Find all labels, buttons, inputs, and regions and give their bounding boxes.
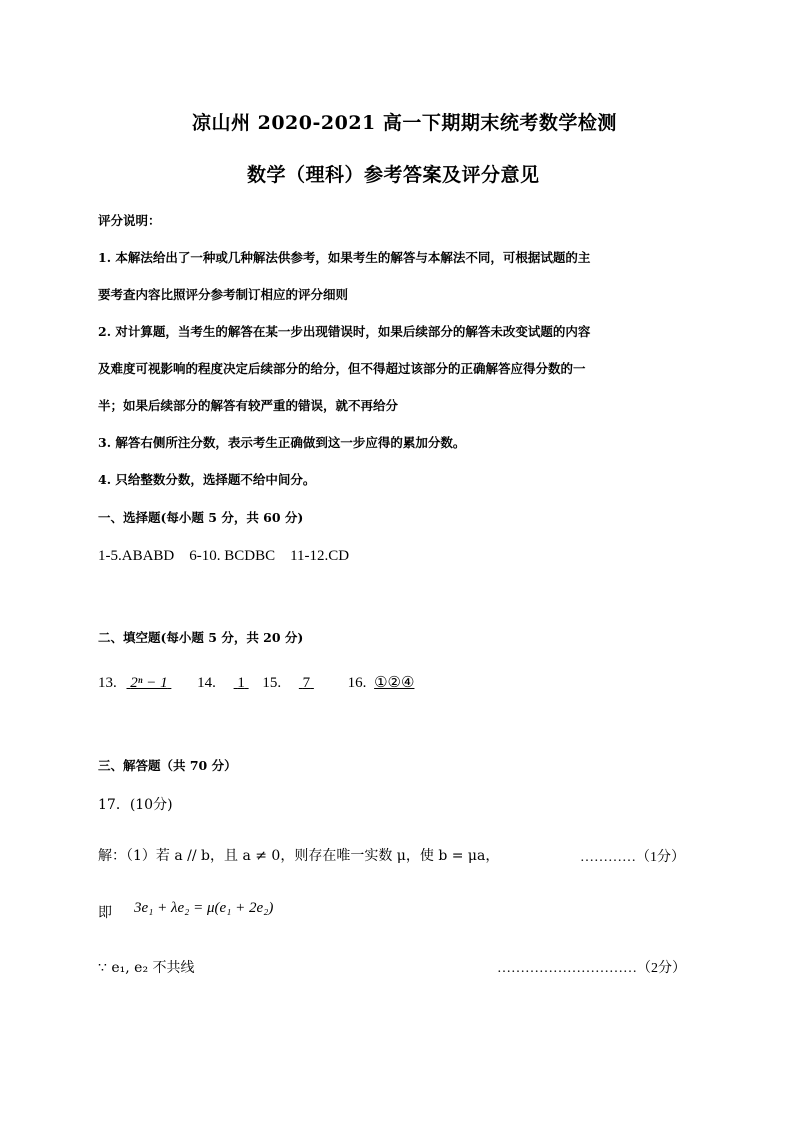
q15-label: 15. bbox=[262, 675, 282, 691]
page-title-line1: 凉山州 2020-2021 高一下期期末统考数学检测 bbox=[192, 112, 617, 134]
note-2-line-a: 2. 对计算题，当考生的解答在某一步出现错误时，如果后续部分的解答未改变试题的内容 bbox=[98, 324, 591, 339]
page-title-line2: 数学（理科）参考答案及评分意见 bbox=[247, 164, 540, 186]
q15-answer: 7 bbox=[302, 675, 311, 691]
note-1-line-a: 1. 本解法给出了一种或几种解法供参考，如果考生的解答与本解法不同，可根据试题的主 bbox=[98, 250, 591, 265]
note-3: 3. 解答右侧所注分数，表示考生正确做到这一步应得的累加分数。 bbox=[98, 435, 466, 450]
q17-step2-prefix: 即 bbox=[98, 905, 112, 921]
section-2-heading: 二、填空题(每小题 5 分，共 20 分) bbox=[98, 630, 304, 645]
section-3-heading: 三、解答题（共 70 分） bbox=[98, 758, 237, 773]
q17-step2-equation: 3e₁ + λe₂ = μ(e₁ + 2e₂) bbox=[134, 900, 274, 916]
note-2-line-b: 及难度可视影响的程度决定后续部分的给分，但不得超过该部分的正确解答应得分数的一 bbox=[98, 361, 586, 376]
section-1-answers: 1-5.ABABD 6-10. BCDBC 11-12.CD bbox=[98, 548, 350, 564]
note-1-line-b: 要考查内容比照评分参考制订相应的评分细则 bbox=[98, 287, 349, 302]
q13-label: 13. bbox=[98, 675, 117, 691]
note-2-line-c: 半；如果后续部分的解答有较严重的错误，就不再给分 bbox=[98, 398, 399, 413]
q16-label: 16. bbox=[347, 675, 367, 691]
fill-in-answers bbox=[98, 673, 414, 692]
q13-answer: 2ⁿ − 1 bbox=[130, 675, 168, 691]
q14-answer: 1 bbox=[237, 675, 245, 691]
q17-step3: ∵ e₁, e₂ 不共线 bbox=[98, 960, 195, 976]
section-1-heading: 一、选择题(每小题 5 分，共 60 分) bbox=[98, 510, 304, 525]
q16-answer: ①②④ bbox=[374, 675, 415, 691]
notes-heading: 评分说明： bbox=[98, 213, 161, 228]
q14-label: 14. bbox=[197, 675, 216, 691]
note-4: 4. 只给整数分数，选择题不给中间分。 bbox=[98, 472, 316, 487]
q17-step1-score: …………（1分） bbox=[580, 850, 685, 865]
q17-label: 17．(10分) bbox=[98, 797, 173, 813]
q17-step3-score: …………………………（2分） bbox=[497, 961, 686, 976]
q17-step1: 解：（1）若 a // b，且 a ≠ 0，则存在唯一实数 μ，使 b = μa， bbox=[98, 848, 500, 864]
